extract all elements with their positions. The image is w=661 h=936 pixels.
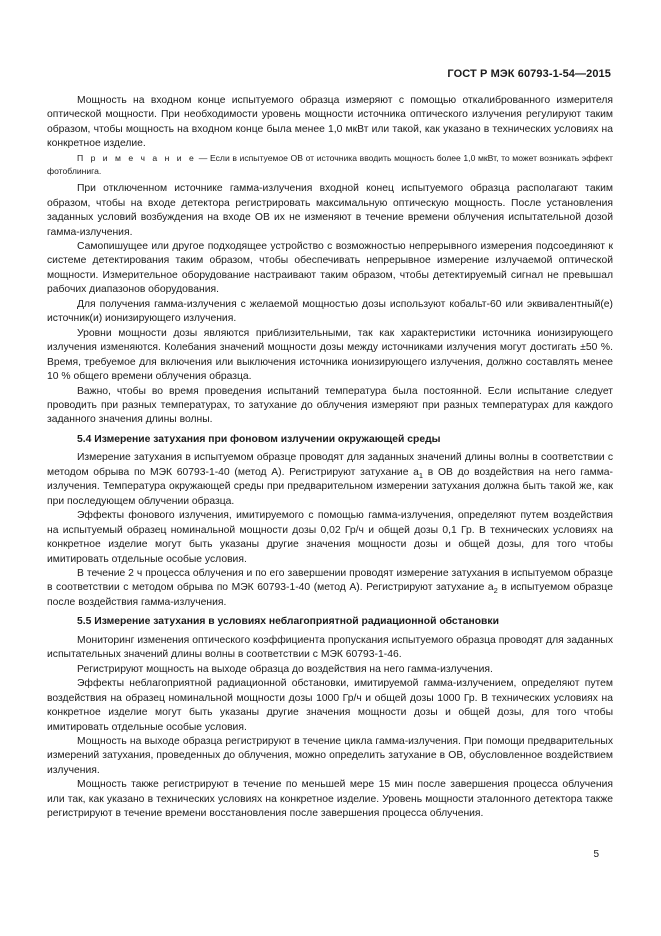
text-run: в испытуемом образце после воздействия гамма-излучения. [47,582,613,608]
paragraph: Эффекты фонового излучения, имитируемого с помощью гамма-излучения, определяют путем воздействия на испытуемый образец номинальной мощности дозы 0,02 Гр/ч и общей дозы 0,1 Гр. В технических условиях на конкретное изделие могут быть указаны другие значения мощности дозы и общей дозы, для того чтобы имитировать отдельные особые условия. [47,510,613,565]
paragraph: Уровни мощности дозы являются приблизительными, так как характеристики источника ионизирующего излучения изменяются. Колебания значений мощности дозы между источниками излучения могут достигать ±50 %. Время, требуемое для включения или выключения источника ионизирующего излучения, должно составлять менее 10 % общего времени облучения образца. [47,327,613,383]
paragraph: Эффекты неблагоприятной радиационной обстановки, имитируемой гамма-излучением, определяют путем воздействия на образец номинальной мощности дозы 1000 Гр/ч и общей дозы 1000 Гр. В технических условиях на конкретное изделие могут быть указаны другие значения мощности дозы и общей дозы, для того чтобы имитировать отдельные особые условия. [47,678,613,733]
text-run: Измерение затухания в испытуемом образце проводят для заданных значений длины волны в соответствии с методом обрыва по МЭК 60793-1-40 (метод А). Регистрируют затухание a [47,452,613,478]
document-body [47,94,613,822]
paragraph: При отключенном источнике гамма-излучения входной конец испытуемого образца располагают таким образом, чтобы на входе детектора регистрировать максимальную оптическую мощность. После установления заданных условий возбуждения на входе ОВ их не изменяют в течение времени облучения испытательной дозой гамма-излучения. [47,183,613,238]
page-number: 5 [593,849,599,860]
note-text: — Если в испытуемое ОВ от источника вводить мощность более 1,0 мкВт, то может возникать эффект фотоблинига. [47,152,613,177]
paragraph [47,451,613,509]
section-heading: 5.4 Измерение затухания при фоновом излучении окружающей среды [77,433,441,445]
paragraph: Важно, чтобы во время проведения испытаний температура была постоянной. Если испытание следует проводить при разных температурах, то затухание до облучения измеряют при разных температурах для каждого заданного значения длины волны. [47,385,613,426]
paragraph: Мощность также регистрируют в течение по меньшей мере 15 мин после завершения процесса облучения или так, как указано в технических условиях на конкретное изделие. Уровень мощности эталонного детектора также регистрируют в течение времени восстановления после завершения процесса облучения. [47,779,613,820]
subscript: 2 [493,586,498,596]
paragraph: Самопишущее или другое подходящее устройство с возможностью непрерывного измерения подсоединяют к системе детектирования таким образом, чтобы обеспечивать непрерывное измерение излучаемой оптической мощности. Измерительное оборудование настраивают таким образом, чтобы детектируемый сигнал не превышал рабочих диапазонов оборудования. [47,241,613,296]
text-run: в ОВ до воздействия на него гамма-излучения. Температура окружающей среды при предварительном измерении затухания должна быть такой же, как при последующем облучении образца. [47,466,614,507]
paragraph: Мощность на входном конце испытуемого образца измеряют с помощью откалиброванного измерителя оптической мощности. При необходимости уровень мощности источника оптического излучения регулируют таким образом, чтобы мощность на входном конце была менее 1,0 мкВт или такой, как указано в технических условиях на конкретное изделие. [47,95,613,150]
note [47,152,613,178]
text-run: В течение 2 ч процесса облучения и по его завершении проводят измерение затухания в испытуемом образце в соответствии с методом обрыва по МЭК 60793-1-40 (метод А). Регистрируют затухание a [47,568,613,594]
paragraph: Для получения гамма-излучения с желаемой мощностью дозы используют кобальт-60 или эквивалентный(е) источник(и) ионизирующего излучения. [47,298,613,325]
section-heading: 5.5 Измерение затухания в условиях неблагоприятной радиационной обстановки [77,616,499,628]
note-label: П р и м е ч а н и е [77,152,197,163]
paragraph [47,567,613,610]
paragraph: Мониторинг изменения оптического коэффициента пропускания испытуемого образца проводят для заданных испытательных значений длины волны в соответствии с МЭК 60793-1-46. [47,634,613,661]
paragraph: Регистрируют мощность на выходе образца до воздействия на него гамма-излучения. [77,663,493,675]
subscript: 1 [418,470,424,480]
document-header: ГОСТ Р МЭК 60793-1-54—2015 [447,68,611,80]
paragraph: Мощность на выходе образца регистрируют в течение цикла гамма-излучения. При помощи предварительных измерений затухания, проведенных до облучения, можно определить затухание в ОВ, обусловленное воздействием излучения. [47,735,613,776]
